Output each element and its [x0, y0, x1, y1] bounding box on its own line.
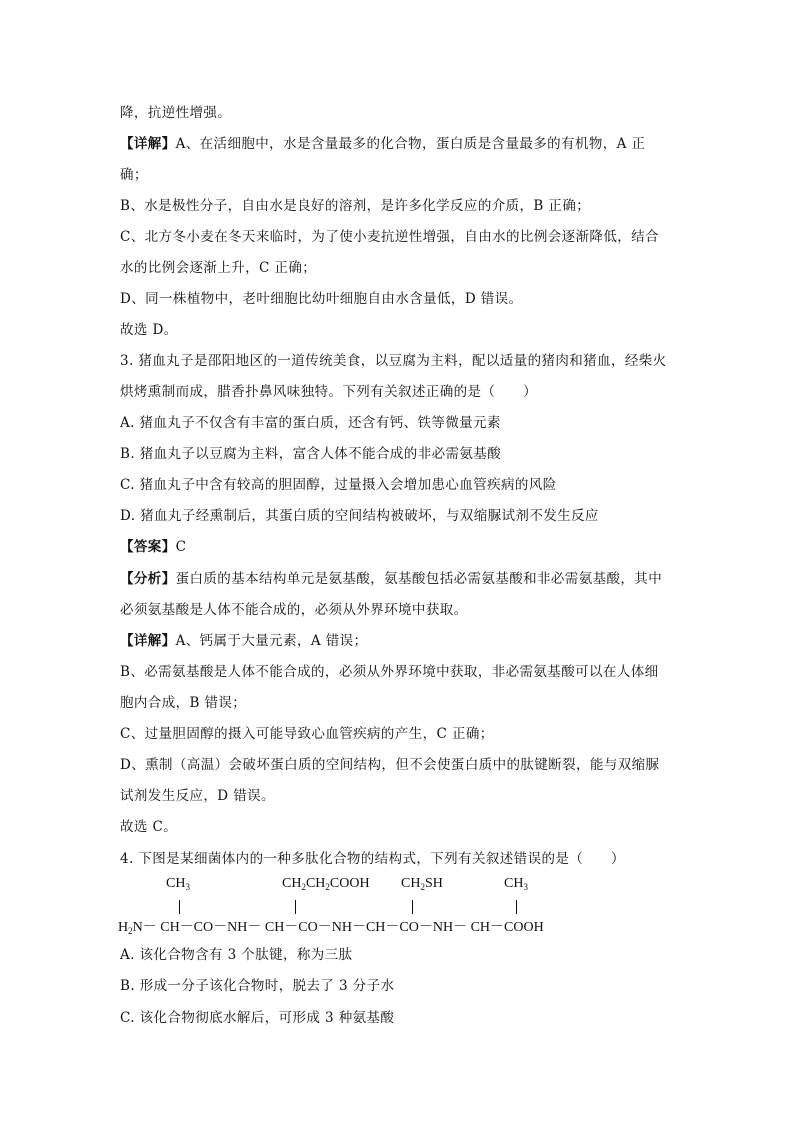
text-line: 【详解】A、在活细胞中，水是含量最多的化合物，蛋白质是含量最多的有机物，A 正 — [120, 136, 646, 152]
text-line: 故选 C。 — [120, 819, 178, 835]
question-3-stem: 3. 猪血丸子是邵阳地区的一道传统美食，以豆腐为主料，配以适量的猪肉和猪血，经柴火 — [120, 353, 667, 369]
text-line: C、北方冬小麦在冬天来临时，为了使小麦抗逆性增强，自由水的比例会逐渐降低，结合 — [120, 229, 659, 245]
section-tag: 【详解】 — [120, 136, 176, 152]
main-chain: $H_2N- CH-CO-NH- CH-CO-NH-CH-CO-NH-$ CH－COOH — [118, 920, 544, 936]
question-3-stem: 烘烤熏制而成，腊香扑鼻风味独特。下列有关叙述正确的是（ ） — [120, 384, 537, 400]
text-line: 确； — [120, 167, 148, 183]
section-tag: 【答案】 — [120, 539, 176, 555]
r-group-ch3-2: $CH_3$ — [504, 876, 528, 892]
question-4-stem: 4. 下图是某细菌体内的一种多肽化合物的结构式，下列有关叙述错误的是（ ） — [120, 851, 625, 867]
text-line: 胞内合成，B 错误； — [120, 695, 247, 711]
text-line: C、过量胆固醇的摄入可能导致心血管疾病的产生，C 正确； — [120, 726, 494, 742]
r-group-ch2ch2cooh: $CH_2CH_2COOH$ — [282, 876, 370, 892]
text-line: B、必需氨基酸是人体不能合成的，必须从外界环境中获取，非必需氨基酸可以在人体细 — [120, 664, 659, 680]
r-group-ch2sh: $CH_2SH$ — [401, 876, 443, 892]
section-tag: 【详解】 — [120, 633, 176, 649]
text-line: 试剂发生反应，D 错误。 — [120, 788, 275, 804]
bond-line — [516, 900, 517, 914]
r-group-ch3: $CH_3$ — [166, 876, 190, 892]
text-line: D、熏制（高温）会破坏蛋白质的空间结构，但不会使蛋白质中的肽键断裂，能与双缩脲 — [120, 757, 660, 773]
bond-line — [295, 900, 296, 914]
text-line: D、同一株植物中，老叶细胞比幼叶细胞自由水含量低，D 错误。 — [120, 291, 523, 307]
option-c: C. 猪血丸子中含有较高的胆固醇，过量摄入会增加患心血管疾病的风险 — [120, 477, 557, 493]
section-tag: 【分析】 — [120, 571, 176, 587]
peptide-structural-formula — [118, 876, 618, 938]
answer-line: 【答案】C — [120, 539, 187, 555]
text-line: 【详解】A、钙属于大量元素，A 错误； — [120, 633, 368, 649]
option-a: A. 该化合物含有 3 个肽键，称为三肽 — [120, 947, 353, 963]
text-line: 水的比例会逐渐上升，C 正确； — [120, 260, 317, 276]
analysis-line: 【分析】蛋白质的基本结构单元是氨基酸，氨基酸包括必需氨基酸和非必需氨基酸，其中 — [120, 571, 663, 587]
bond-line — [412, 900, 413, 914]
option-a: A. 猪血丸子不仅含有丰富的蛋白质，还含有钙、铁等微量元素 — [120, 415, 501, 431]
bond-line — [179, 900, 180, 914]
option-c: C. 该化合物彻底水解后，可形成 3 种氨基酸 — [120, 1010, 395, 1026]
option-d: D. 猪血丸子经熏制后，其蛋白质的空间结构被破坏，与双缩脲试剂不发生反应 — [120, 508, 599, 524]
text-line: B、水是极性分子，自由水是良好的溶剂，是许多化学反应的介质，B 正确； — [120, 198, 591, 214]
option-b: B. 猪血丸子以豆腐为主料，富含人体不能合成的非必需氨基酸 — [120, 446, 502, 462]
option-b: B. 形成一分子该化合物时，脱去了 3 分子水 — [120, 978, 395, 994]
text-line: 故选 D。 — [120, 322, 178, 338]
text-line: 必须氨基酸是人体不能合成的，必须从外界环境中获取。 — [120, 602, 468, 618]
text-line: 降，抗逆性增强。 — [120, 105, 232, 121]
